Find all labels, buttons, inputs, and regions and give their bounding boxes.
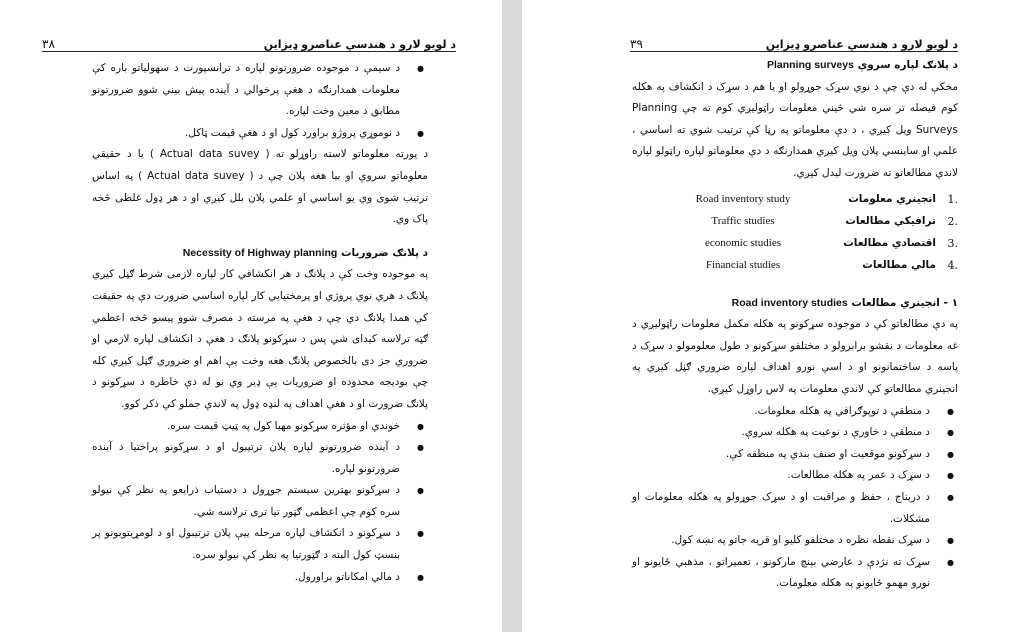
section-heading — [632, 55, 958, 77]
running-title: د لویو لارو د هندسي عناصرو ډیزاین — [765, 38, 958, 51]
item-english: Financial studies — [705, 258, 781, 271]
list-item — [632, 189, 958, 211]
list-item: ● د سړکونو موقعیت او صنف بندي په منطقه کې. — [632, 444, 930, 466]
paragraph: په دې مطالعاتو کې د موجوده سړکونو په هکله مکمل معلومات راټولیږي د غه معلومات د نقشو برابرولو د مختلفو سړکونو د طول معلومولو د سړک د پاسه د ساختمانونو او د اسې نورو اهداف لپاره ضروري ګڼل کیږي په انجینري مطالعاتو کې لاندې معلومات په لاس راوړل کیږي. — [632, 318, 958, 395]
paragraph: مخکې له دې چې د نوي سړک جوړولو او یا هم د سړک د انکشاف په هکله کوم فیصله تر سره شي څیني معلومات راټولیږي کوم ته چې Planning Surveys ویل کیږي ، د دې معلوماتو په رڼا کې ترتیب شوي ته اساسي ، علمي او ساینسي پلان ویل کیږي همدارنګه د دې معلوماتو لپاره راټولو لپاره لاندې مطالعاتو ته ضرورت لیدل کیږي. — [632, 80, 958, 179]
page-number: ۳۸ — [42, 37, 55, 51]
item-pashto: مالي مطالعات — [862, 258, 936, 271]
section-heading-pashto: د پلانګ ضروریات — [341, 246, 428, 259]
list-item: ● د سړکونو د انکشاف لپاره مرحله ییې پلان ترتیبول او د لومړیتوبونو پر بنسټ کول البته د ګټورتیا په نظر کې نیولو سره. — [92, 523, 400, 566]
list-item: ● د سړکونو بهترین سیستم جوړول د دستیاب ذرایعو په نظر کې نیولو سره کوم چې اعظمی ګټور تیا تری ترلاسه شي. — [92, 480, 400, 523]
section-heading-pashto: د پلانګ لپاره سروې — [857, 59, 958, 71]
item-pashto: ترافیکي مطالعات — [845, 214, 936, 227]
list-item: ● د مالي امکاناتو براورول. — [92, 567, 400, 589]
list-item: ● د سړک نقطه نظره د مختلفو کلیو او قریه جاتو په نښه کول. — [632, 530, 930, 552]
studies-list — [632, 189, 958, 277]
sub-heading-pashto: ۱ - انجینري مطالعات — [851, 296, 958, 309]
section-heading-english: Necessity of Highway planning — [182, 246, 338, 259]
list-item: ● د سړک د عمر په هکله مطالعات. — [632, 465, 930, 487]
right-page — [522, 0, 1024, 632]
item-number: .4 — [947, 258, 958, 272]
item-number: .1 — [947, 192, 958, 206]
page-body — [632, 55, 958, 595]
list-item: ● د منطقې د خاورې د نوعیت په هکله سروې. — [632, 422, 930, 444]
sub-heading — [632, 293, 958, 315]
bullet-list — [92, 416, 428, 589]
list-item: ● خوندي او مؤثره سړکونو مهیا کول په ټیټ قیمت سره. — [92, 416, 400, 438]
list-item — [632, 233, 958, 255]
item-english: economic studies — [704, 236, 782, 249]
item-number: .2 — [947, 214, 958, 228]
page-header — [630, 33, 958, 52]
item-number: .3 — [947, 236, 958, 250]
list-item — [632, 255, 958, 277]
page-header — [42, 33, 456, 52]
list-item: ● د دریناج ، حفظ و مراقبت او د سړک جوړولو په هکله معلومات او مشکلات. — [632, 487, 930, 530]
item-english: Road inventory study — [695, 192, 791, 205]
list-item: ● د منطقې د توپوګرافي په هکله معلومات. — [632, 401, 930, 423]
item-pashto: اقتصادي مطالعات — [843, 236, 936, 249]
page-body — [92, 58, 428, 588]
paragraph: په موجوده وخت کې د پلانګ د هر انکشافي کار لپاره لازمی شرط ګڼل کیږي پلانګ د هري نوي پروژي او پرمختیایي کار لپاره اساسي ضرورت دې په حقیقت کې همدا پلانګ دي چې د هغې په مرسته د مصرف شوو پیسو څخه اعظمي ګټه ترلاسه کیدای شي پس د سړکونو پلانګ د هغې د انکشاف لپاره لازمي او ضروري جز دی بالخصوص پلانګ هغه وخت یې اهم او ضروري ګڼل کیږي کله چې بودیجه محدوده او ضروریات یې ډیر وي نو له دې خاطره د سړکونو د پلانګ ضرورت او د هغې اهداف په لنډه ډول په لاندې جملو کې ذکر کوو. — [92, 268, 428, 410]
list-item: ● د آینده ضرورتونو لپاره پلان ترتیبول او د سړکونو پراختیا د آینده ضرورتونو لپاره. — [92, 437, 400, 480]
running-title: د لویو لارو د هندسي عناصرو ډیزاین — [263, 38, 456, 51]
left-page — [0, 0, 502, 632]
list-item: ● د نوموړي پروژو براورد کول او د هغې قیمت ټاکل. — [92, 123, 400, 145]
paragraph: د پورته معلوماتو لاسته راوړلو ته ( Actual data suvey ) یا د حقیقي معلوماتو سروې او بیا هغه پلان چې د ( Actual data suvey ) په اساس ترتیب شوی وي یو اساسي او علمي پلان بلل کیږي او د هر ډول غلطی څخه پاک وي. — [92, 148, 429, 226]
list-item: ● سړک ته نژدې د عارضي بېنچ مارکونو ، تعمیراتو ، مذهبي ځایونو او نورو مهمو ځایونو په هکله معلومات. — [632, 552, 930, 595]
page-number: ۳۹ — [630, 37, 643, 51]
intro-bullet-list — [92, 58, 428, 144]
section-heading-english: Planning surveys — [767, 59, 854, 71]
bullet-list — [632, 401, 958, 595]
section-heading — [92, 243, 428, 265]
list-item: ● د سیمې د موجوده ضرورتونو لپاره د ترانسپورت د سهولیاتو باره کې معلومات همدارنګه د هغې پرخوالي د آینده پیش بیني شوو ضرورتونو مطابق د معین وخت لپاره. — [92, 58, 400, 123]
item-english: Traffic studies — [711, 214, 775, 227]
item-pashto: انجینري معلومات — [848, 192, 936, 205]
sub-heading-english: Road inventory studies — [731, 296, 848, 309]
list-item — [632, 211, 958, 233]
